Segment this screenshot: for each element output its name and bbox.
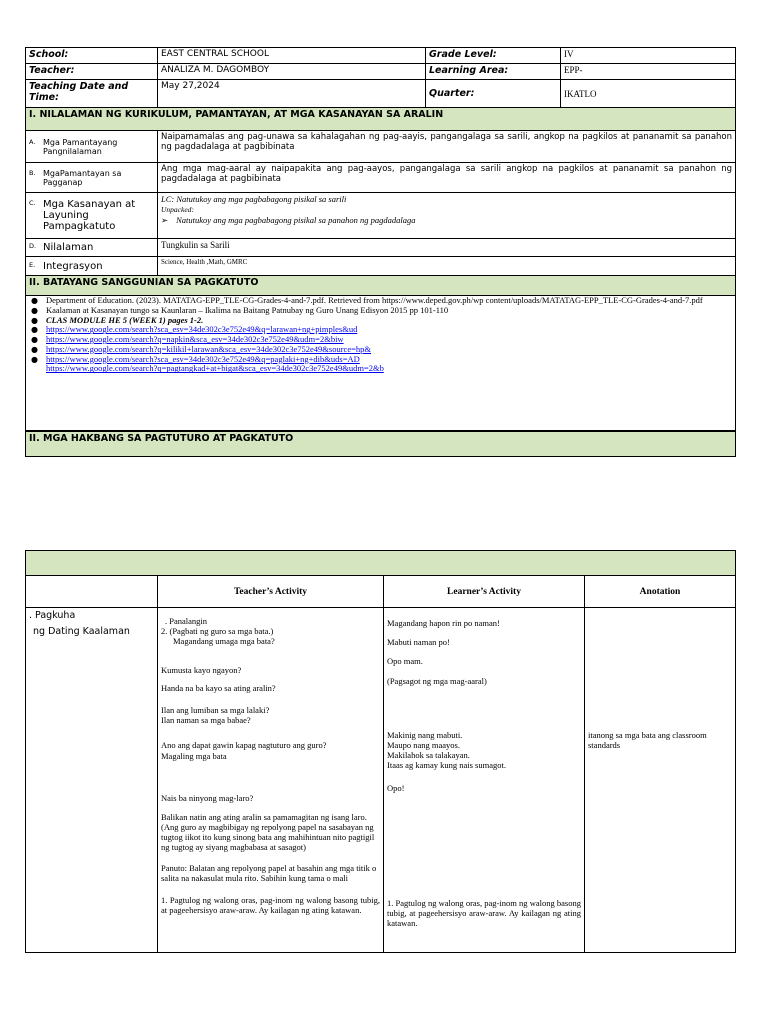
phase-line2: ng Dating Kaalaman: [33, 626, 130, 638]
date-label: Teaching Date and Time:: [26, 80, 158, 108]
bullet-icon: ●: [31, 305, 38, 315]
row-e-num: E.: [29, 260, 36, 269]
school-label: School:: [26, 48, 158, 64]
row-d-value: Tungkulin sa Sarili: [158, 239, 736, 257]
learning-area-label: Learning Area:: [426, 64, 561, 80]
reference-item: ● CLAS MODULE HE 5 (WEEK 1) pages 1-2.: [31, 314, 204, 325]
section1-title: I. NILALAMAN NG KURIKULUM, PAMANTAYAN, AT MGA KASANAYAN SA ARALIN: [26, 108, 736, 131]
anotation-cell: [585, 608, 736, 953]
bullet-icon: ●: [31, 354, 38, 364]
references-cell: [26, 296, 736, 432]
reference-link-item[interactable]: [26, 364, 735, 374]
row-b-num: B.: [29, 168, 36, 177]
reference-link[interactable]: https://www.google.com/search?q=pagtangkad+at+bigat&sca_esv=34de302c3e752e49&udm=2&b: [46, 363, 384, 374]
lesson-header-table: [25, 47, 736, 457]
row-a-label: Mga Pamantayang Pangnilalaman: [43, 137, 118, 156]
teacher-activity-header: Teacher’s Activity: [158, 576, 384, 608]
learner-activity-cell: Magandang hapon rin po naman! Mabuti naman po! Opo mam. (Pagsagot ng mga mag-aaral) Makinig nang mabuti. Maupo nang maayos. Makilahok sa talakayan. Itaas ag kamay kung nais sumagot. Opo! 1. Pagtulog ng walong oras, pag-inom ng walong basong tubig, at pageehersisyo araw-araw. Ay kailagan ng ating katawan.: [384, 608, 585, 953]
bullet-icon: ●: [31, 344, 38, 354]
row-c-value: [158, 193, 736, 239]
activities-header-band: [26, 551, 736, 576]
row-b-label-cell: [26, 163, 158, 193]
date-value: May 27,2024: [158, 80, 426, 108]
section2-title: II. BATAYANG SANGGUNIAN SA PAGKATUTO: [26, 276, 736, 296]
row-a-value: Naipamamalas ang pag-unawa sa kahalagahan ng pag-aayis, pangangalaga sa sarili, angkop na pagkilos at pananamit sa panahon ng pagdadalaga at pagbibinata: [158, 131, 736, 163]
row-e-label: Integrasyon: [43, 260, 103, 272]
arrow-bullet-icon: ➢: [161, 214, 169, 225]
quarter-value: IKATLO: [561, 80, 736, 108]
row-a-label-cell: [26, 131, 158, 163]
row-e-label-cell: [26, 257, 158, 276]
teacher-value: ANALIZA M. DAGOMBOY: [158, 64, 426, 80]
reference-item: ● Department of Education. (2023). MATATAG-EPP_TLE-CG-Grades-4-and-7.pdf. Retrieved from https://www.deped.gov.ph/wp content/uploads/MATATAG-EPP_TLE-CG-Grades-4-and-7.pdf: [31, 295, 703, 305]
unpacked-item: ➢ Natutukoy ang mga pagbabagong pisikal sa panahon ng pagdadalaga: [161, 214, 416, 225]
row-d-num: D.: [29, 242, 37, 250]
learning-competency: LC: Natutukoy ang mga pagbabagong pisikal sa sarili: [161, 194, 347, 204]
learning-area-value: EPP-: [561, 64, 736, 80]
bullet-icon: ●: [31, 325, 38, 335]
anotation-text: itanong sa mga bata ang classroom standards: [588, 730, 707, 751]
references-list: [26, 296, 735, 374]
reference-link[interactable]: https://www.google.com/search?sca_esv=34de302c3e752e49&q=paglaki+ng+dib&uds=AD: [46, 353, 360, 364]
school-value: EAST CENTRAL SCHOOL: [158, 48, 426, 64]
row-c-num: C.: [29, 199, 36, 207]
grade-value: IV: [561, 48, 736, 64]
bullet-icon: ●: [31, 335, 38, 345]
activities-table: [25, 550, 736, 953]
row-b-label: MgaPamantayan sa Pagganap: [43, 168, 122, 187]
teacher-activity-cell: . Panalangin 2. (Pagbati ng guro sa mga bata.) Magandang umaga mga bata? Kumusta kayo ngayon? Handa na ba kayo sa ating aralin? Ilan ang lumiban sa mga lalaki? Ilan naman sa mga babae? Ano ang dapat gawin kapag nagtuturo ang guro? Magaling mga bata Nais ba ninyong mag-laro? Balikan natin ang ating aralin sa pamamagitan ng isang laro. (Ang guro ay magbibigay ng repolyong papel na sasabayan ng tugtog iikot ito kung sinong bata ang mahihintuan nito pagtigil ng tugtog ay siyang magbabasa at sasagot) Panuto: Balatan ang repolyong papel at basahin ang mga titik o salita na nakasulat mula rito. Sabihin kung tama o mali 1. Pagtulog ng walong oras, pag-inom ng walong basong tubig, at pageehersisyo araw-araw. Ay kailagan ng ating katawan.: [158, 608, 384, 953]
reference-link[interactable]: https://www.google.com/search?q=napkin&sca_esv=34de302c3e752e49&udm=2&biw: [46, 334, 344, 345]
bullet-icon: ●: [31, 315, 38, 325]
row-d-label-cell: [26, 239, 158, 257]
row-a-num: A.: [29, 137, 36, 146]
bullet-icon: ●: [31, 296, 38, 305]
learner-activity-header: Learner’s Activity: [384, 576, 585, 608]
reference-link[interactable]: https://www.google.com/search?sca_esv=34de302c3e752e49&q=larawan+ng+pimples&ud: [46, 324, 358, 335]
row-c-label: Mga Kasanayan at Layuning Pampagkatuto: [43, 199, 136, 232]
reference-link[interactable]: https://www.google.com/search?q=kilikil+larawan&sca_esv=34de302c3e752e49&source=hp&: [46, 343, 372, 354]
row-e-value: Science, Health ,Math, GMRC: [158, 257, 736, 276]
activities-blank-header: [26, 576, 158, 608]
row-d-label: Nilalaman: [43, 242, 94, 253]
unpacked-label: Unpacked:: [161, 205, 194, 215]
grade-label: Grade Level:: [426, 48, 561, 64]
quarter-label: Quarter:: [426, 80, 561, 108]
row-b-value: Ang mga mag-aaral ay naipapakita ang pag-aayos, pangangalaga sa sarili angkop na pagkilos at pananamit sa panahon ng pagdadalaga at pagbibinata: [158, 163, 736, 193]
teacher-label: Teacher:: [26, 64, 158, 80]
phase-line1: . Pagkuha: [29, 610, 76, 621]
row-c-label-cell: [26, 193, 158, 239]
reference-item: ● Kaalaman at Kasanayan tungo sa Kaunlaran – Ikalima na Baitang Patnubay ng Guro Unang Edisyon 2015 pp 101-110: [31, 304, 449, 315]
anotation-header: Anotation: [585, 576, 736, 608]
section3-title: II. MGA HAKBANG SA PAGTUTURO AT PAGKATUTO: [26, 431, 736, 457]
phase-cell: [26, 608, 158, 953]
